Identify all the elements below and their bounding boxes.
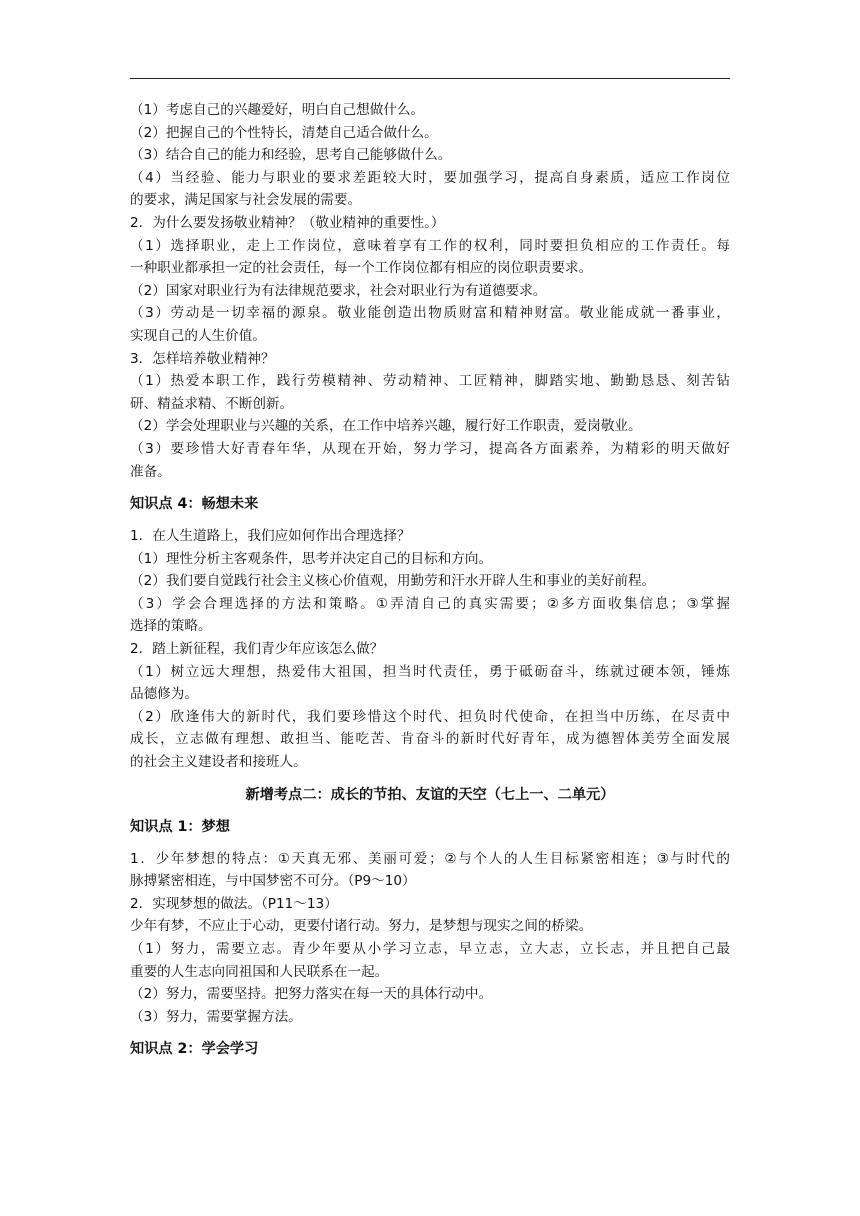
text-line: 成长，立志做有理想、敢担当、能吃苦、肯奋斗的新时代好青年，成为德智体美劳全面发展 — [130, 731, 730, 748]
text-line: （2）国家对职业行为有法律规范要求，社会对职业行为有道德要求。 — [130, 282, 547, 299]
heading-knowledge-point-4: 知识点 4：畅想未来 — [130, 496, 259, 513]
text-line: （1）考虑自己的兴趣爱好，明白自己想做什么。 — [130, 102, 425, 118]
text-line: （1）树立远大理想，热爱伟大祖国，担当时代责任，勇于砥砺奋斗，练就过硬本领，锤炼 — [130, 663, 730, 680]
text-line: （3）要珍惜大好青春年华，从现在开始，努力学习，提高各方面素养，为精彩的明天做好 — [130, 440, 730, 457]
page-content — [130, 99, 730, 1070]
text-line: 1．少年梦想的特点：①天真无邪、美丽可爱；②与个人的人生目标紧密相连；③与时代的 — [130, 850, 730, 867]
header-rule — [130, 78, 730, 79]
text-line: 一种职业都承担一定的社会责任，每一个工作岗位都有相应的岗位职责要求。 — [130, 260, 593, 277]
paragraph-block-dream — [130, 848, 730, 1029]
heading-knowledge-point-1: 知识点 1：梦想 — [130, 818, 230, 835]
text-line: 2．为什么要发扬敬业精神？（敬业精神的重要性。） — [130, 214, 445, 231]
text-line: 3．怎样培养敬业精神？ — [130, 350, 275, 367]
text-line: 1．在人生道路上，我们应如何作出合理选择？ — [130, 528, 411, 545]
text-line: （2）欣逢伟大的新时代，我们要珍惜这个时代、担负时代使命，在担当中历练，在尽责中 — [130, 708, 730, 725]
text-line: （1）热爱本职工作，践行劳模精神、劳动精神、工匠精神，脚踏实地、勤勤恳恳、刻苦钻 — [130, 373, 730, 390]
text-line: （3）结合自己的能力和经验，思考自己能够做什么。 — [130, 147, 452, 164]
text-line: （2）学会处理职业与兴趣的关系，在工作中培养兴趣，履行好工作职责，爱岗敬业。 — [130, 418, 642, 435]
paragraph-block-career — [130, 99, 730, 483]
text-line: （1）理性分析主客观条件，思考并决定自己的目标和方向。 — [130, 550, 493, 567]
paragraph-block-future — [130, 525, 730, 774]
text-line: （3）劳动是一切幸福的源泉。敬业能创造出物质财富和精神财富。敬业能成就一番事业， — [130, 305, 730, 322]
text-line: 研、精益求精、不断创新。 — [130, 395, 294, 412]
text-line: （3）学会合理选择的方法和策略。①弄清自己的真实需要；②多方面收集信息；③掌握 — [130, 595, 730, 612]
text-line: （4）当经验、能力与职业的要求差距较大时，要加强学习，提高自身素质，适应工作岗位 — [130, 169, 730, 186]
text-line: 品德修为。 — [130, 686, 198, 703]
text-line: 选择的策略。 — [130, 618, 212, 635]
heading-knowledge-point-2: 知识点 2：学会学习 — [130, 1041, 259, 1058]
text-line: （2）努力，需要坚持。把努力落实在每一天的具体行动中。 — [130, 986, 493, 1003]
text-line: （2）我们要自觉践行社会主义核心价值观，用勤劳和汗水开辟人生和事业的美好前程。 — [130, 573, 656, 590]
text-line: 少年有梦，不应止于心动，更要付诸行动。努力，是梦想与现实之间的桥梁。 — [130, 918, 593, 935]
text-line: 的社会主义建设者和接班人。 — [130, 754, 307, 771]
text-line: 重要的人生志向同祖国和人民联系在一起。 — [130, 963, 389, 980]
text-line: （1）努力，需要立志。青少年要从小学习立志，早立志，立大志，立长志，并且把自己最 — [130, 941, 730, 957]
section-title-new-topic-2: 新增考点二：成长的节拍、友谊的天空（七上一、二单元） — [245, 786, 615, 803]
text-line: 2．踏上新征程，我们青少年应该怎么做？ — [130, 641, 384, 658]
text-line: 的要求，满足国家与社会发展的需要。 — [130, 192, 362, 209]
text-line: 脉搏紧密相连，与中国梦密不可分。（P9～10） — [130, 873, 416, 890]
text-line: 实现自己的人生价值。 — [130, 327, 266, 344]
text-line: 准备。 — [130, 463, 171, 480]
text-line: （3）努力，需要掌握方法。 — [130, 1008, 302, 1025]
text-line: （1）选择职业，走上工作岗位，意味着享有工作的权利，同时要担负相应的工作责任。每 — [130, 237, 730, 254]
text-line: 2．实现梦想的做法。（P11～13） — [130, 895, 338, 912]
text-line: （2）把握自己的个性特长，清楚自己适合做什么。 — [130, 124, 438, 141]
